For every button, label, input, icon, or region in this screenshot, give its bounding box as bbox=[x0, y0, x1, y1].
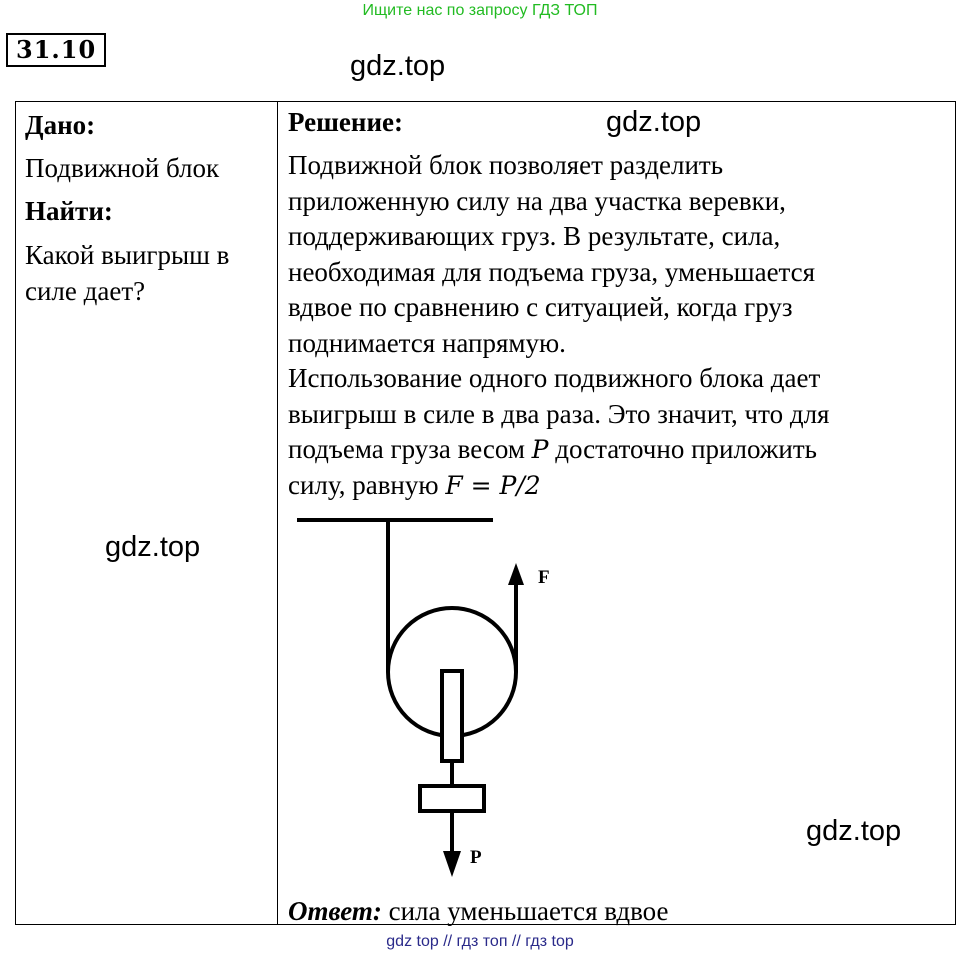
solution-line: вдвое по сравнению с ситуацией, когда груз bbox=[288, 292, 793, 322]
formula: F = P/2 bbox=[445, 470, 541, 500]
watermark-right: gdz.top bbox=[806, 815, 902, 847]
load-weight bbox=[420, 786, 484, 811]
weight-arrow-head bbox=[443, 851, 461, 877]
solution-line: поднимается напрямую. bbox=[288, 327, 566, 358]
answer-text: сила уменьшается вдвое bbox=[381, 896, 669, 926]
solution-line bbox=[288, 468, 928, 504]
weight-variable: P bbox=[531, 435, 549, 464]
given-heading: Дано: bbox=[25, 110, 96, 140]
answer-label: Ответ: bbox=[288, 896, 382, 926]
line-text: достаточно приложить bbox=[548, 434, 817, 464]
line-text: силу, равную bbox=[288, 469, 446, 500]
solution-line: поддерживающих груз. В результате, сила, bbox=[288, 221, 781, 251]
answer-line bbox=[288, 893, 668, 929]
movable-pulley-diagram bbox=[290, 505, 570, 890]
solution-line: выигрыш в силе в два раза. Это значит, что для bbox=[288, 398, 830, 429]
find-line-2: силе дает? bbox=[25, 276, 146, 306]
solution-line: необходимая для подъема груза, уменьшается bbox=[288, 256, 816, 287]
line-text: подъема груза весом bbox=[288, 434, 532, 464]
given-text: Подвижной блок bbox=[25, 153, 220, 183]
find-line-1: Какой выигрыш в bbox=[25, 240, 230, 270]
watermark-left: gdz.top bbox=[105, 531, 201, 563]
weight-label: P bbox=[470, 847, 482, 868]
given-column bbox=[25, 104, 275, 309]
watermark-solution: gdz.top bbox=[606, 106, 702, 138]
watermark-top: gdz.top bbox=[350, 50, 446, 82]
footer-links[interactable]: gdz top // гдз топ // гдз top bbox=[386, 933, 574, 950]
solution-text bbox=[288, 148, 928, 503]
top-banner[interactable]: Ищите нас по запросу ГДЗ ТОП bbox=[362, 2, 598, 19]
pulley-axle-rod bbox=[442, 671, 462, 761]
solution-heading: Решение: bbox=[288, 107, 403, 137]
solution-line: Подвижной блок позволяет разделить bbox=[288, 150, 724, 180]
solution-line: приложенную силу на два участка веревки, bbox=[288, 185, 786, 216]
solution-line bbox=[288, 432, 928, 468]
find-heading: Найти: bbox=[25, 196, 113, 226]
problem-number: 31.10 bbox=[6, 33, 106, 67]
column-divider bbox=[277, 101, 278, 925]
solution-line: Использование одного подвижного блока дает bbox=[288, 363, 821, 393]
force-arrow-head bbox=[508, 563, 524, 585]
force-label: F bbox=[538, 567, 550, 588]
